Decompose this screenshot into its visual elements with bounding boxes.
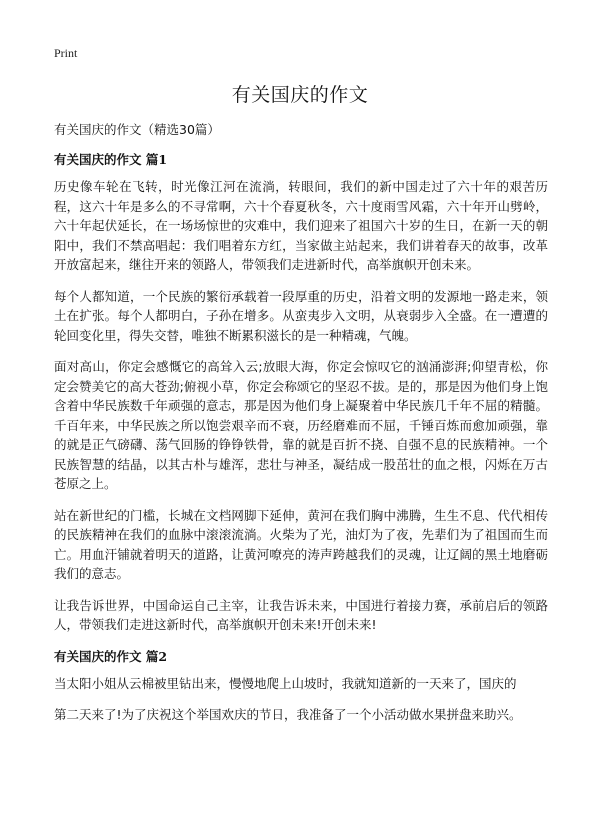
paragraph: 第二天来了!为了庆祝这个举国欢庆的节日，我准备了一个小活动做水果拼盘来助兴。 xyxy=(54,707,522,722)
page-title: 有关国庆的作文 xyxy=(231,84,369,106)
paragraph: 让我告诉世界，中国命运自己主宰，让我告诉未来，中国进行着接力赛，承前启后的领路人，带领我们走进这新时代，高举旗帜开创未来!开创未来! xyxy=(54,597,548,632)
paragraph: 每个人都知道，一个民族的繁衍承载着一段厚重的历史，沿着文明的发源地一路走来，领土在扩张。每个人都明白，子孙在增多。从蛮夷步入文明，从衰弱步入全盛。在一遭遭的轮回变化里，得失交替，唯独不断累积滋长的是一种精魂，气魄。 xyxy=(54,288,548,343)
paragraph: 当太阳小姐从云棉被里钻出来，慢慢地爬上山坡时，我就知道新的一天来了，国庆的 xyxy=(54,675,517,691)
paragraph: 站在新世纪的门槛，长城在文档网脚下延伸，黄河在我们胸中沸腾，生生不息、代代相传的民族精神在我们的血脉中滚滚流淌。火柴为了光，油灯为了夜，先辈们为了祖国而生而亡。用血汗铺就着明天的道路，让黄河嘹亮的涛声跨越我们的灵魂，让辽阔的黑土地磨砺我们的意志。 xyxy=(54,507,548,581)
section-title-1: 有关国庆的作文 篇1 xyxy=(54,152,168,167)
document-body xyxy=(54,150,548,737)
document-subtitle: 有关国庆的作文（精选30篇） xyxy=(54,122,220,137)
print-link[interactable]: Print xyxy=(54,46,78,60)
paragraph: 面对高山，你定会感慨它的高耸入云;放眼大海，你定会惊叹它的汹涌澎湃;仰望青松，你定会赞美它的高大苍劲;俯视小草，你定会称颂它的坚忍不拔。是的，那是因为他们身上饱含着中华民族数千年顽强的意志，那是因为他们身上凝聚着中华民族几千年不屈的精髓。千百年来，中华民族之所以饱尝艰辛而不衰，历经磨难而不屈，千锤百炼而愈加顽强，靠的就是正气磅礴、荡气回肠的铮铮铁骨，靠的就是百折不挠、自强不息的民族精神。一个民族智慧的结晶，以其古朴与雄浑，悲壮与神圣，凝结成一股茁壮的血之根，闪烁在万古苍原之上。 xyxy=(54,359,548,491)
section-title-2: 有关国庆的作文 篇2 xyxy=(54,648,168,664)
paragraph: 历史像车轮在飞转，时光像江河在流淌，转眼间，我们的新中国走过了六十年的艰苦历程，这六十年是多么的不寻常啊，六十个春夏秋冬，六十度雨雪风霜，六十年开山劈岭，六十年起伏延长，在一场场惊世的灾难中，我们迎来了祖国六十岁的生日，在新一天的朝阳中，我们不禁高唱起：我们唱着东方红，当家做主站起来，我们讲着春天的故事，改革开放富起来，继往开来的领路人，带领我们走进新时代，高举旗帜开创未来。 xyxy=(54,179,548,272)
